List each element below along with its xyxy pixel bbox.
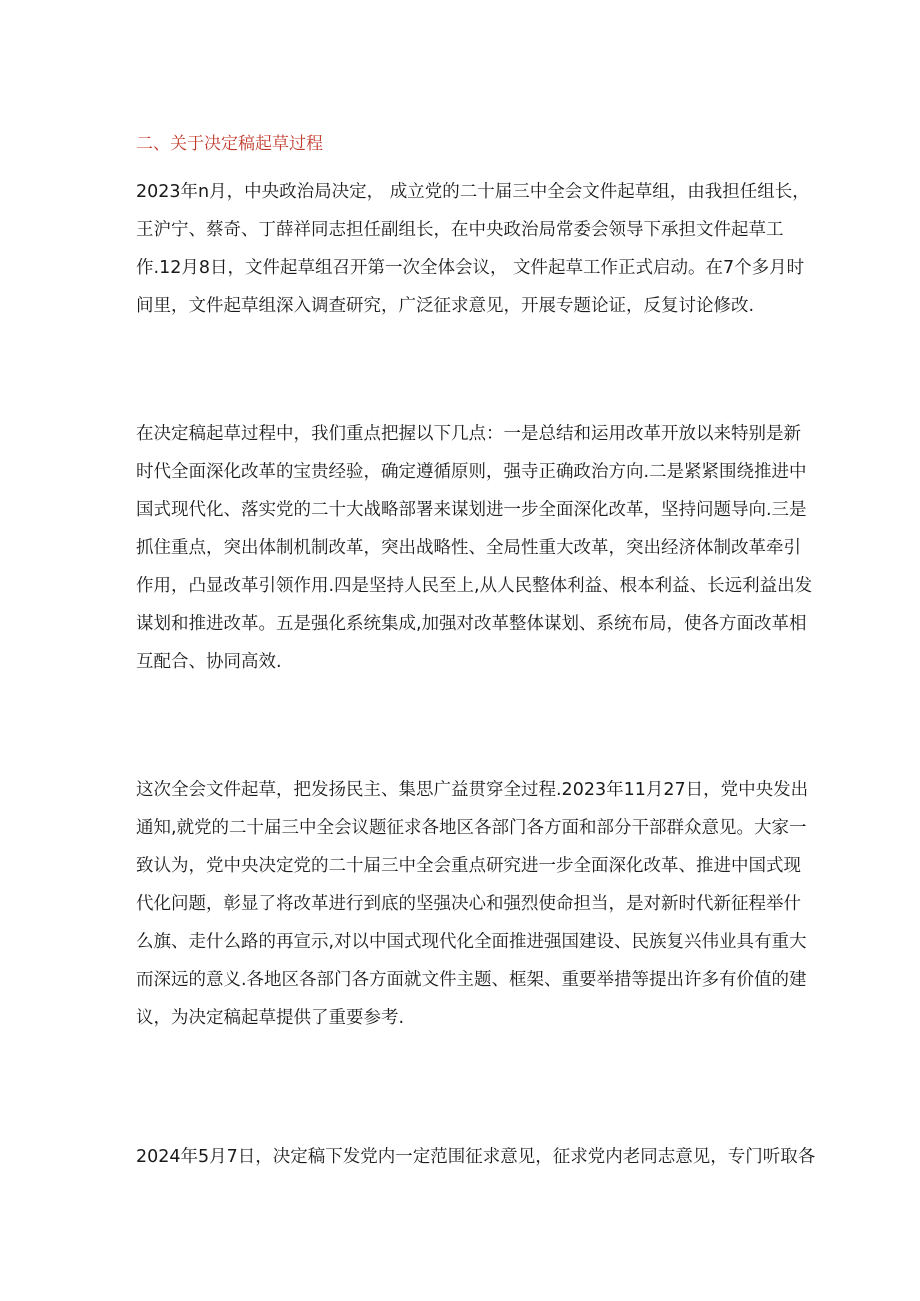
- paragraph-line: 在决定稿起草过程中，我们重点把握以下几点：一是总结和运用改革开放以来特别是新: [136, 424, 801, 444]
- paragraph-line: 议，为决定稿起草提供了重要参考.: [136, 1008, 405, 1028]
- paragraph-line: 作.12月8日，文件起草组召开第一次全体会议， 文件起草工作正式启动。在7个多月时: [136, 258, 805, 278]
- paragraph-line: 通知,就党的二十届三中全会议题征求各地区各部门各方面和部分干部群众意见。大家一: [136, 818, 807, 838]
- paragraph-line: 作用，凸显改革引领作用.四是坚持人民至上,从人民整体利益、根本利益、长远利益出发: [136, 576, 813, 596]
- paragraph-line: 时代全面深化改革的宝贵经验，确定遵循原则，强寺正确政治方向.二是紧紧围绕推进中: [136, 462, 807, 482]
- paragraph-line: 间里，文件起草组深入调查研究，广泛征求意见，开展专题论证，反复讨论修改.: [136, 296, 755, 316]
- paragraph-line: 王沪宁、蔡奇、丁薛祥同志担任副组长，在中央政治局常委会领导下承担文件起草工: [136, 220, 784, 240]
- paragraph-4: [136, 1138, 816, 1176]
- paragraph-line: 而深远的意义.各地区各部门各方面就文件主题、框架、重要举措等提出许多有价值的建: [136, 970, 807, 990]
- paragraph-line: 抓住重点，突出体制机制改革，突出战略性、全局性重大改革，突出经济体制改革牵引: [136, 538, 801, 558]
- paragraph-line: 2023年n月，中央政治局决定， 成立党的二十届三中全会文件起草组，由我担任组长，: [136, 182, 810, 202]
- section-heading: 二、关于决定稿起草过程: [136, 134, 323, 154]
- paragraph-2: [136, 415, 813, 681]
- paragraph-line: 互配合、协同高效.: [136, 652, 282, 672]
- paragraph-line: 谋划和推进改革。五是强化系统集成,加强对改革整体谋划、系统布局，使各方面改革相: [136, 614, 807, 634]
- paragraph-3: [136, 771, 809, 1037]
- paragraph-line: 国式现代化、落实党的二十大战略部署来谋划进一步全面深化改革，坚持问题导向.三是: [136, 500, 807, 520]
- paragraph-line: 么旗、走什么路的再宣示,对以中国式现代化全面推进强国建设、民族复兴伟业具有重大: [136, 932, 807, 952]
- paragraph-1: [136, 173, 810, 325]
- paragraph-line: 致认为，党中央决定党的二十届三中全会重点研究进一步全面深化改革、推进中国式现: [136, 856, 801, 876]
- paragraph-line: 代化问题，彰显了将改革进行到底的坚强决心和强烈使命担当，是对新时代新征程举什: [136, 894, 801, 914]
- paragraph-line: 2024年5月7日，决定稿下发党内一定范围征求意见，征求党内老同志意见，专门听取各: [136, 1147, 816, 1167]
- paragraph-line: 这次全会文件起草，把发扬民主、集思广益贯穿全过程.2023年11月27日，党中央发出: [136, 780, 809, 800]
